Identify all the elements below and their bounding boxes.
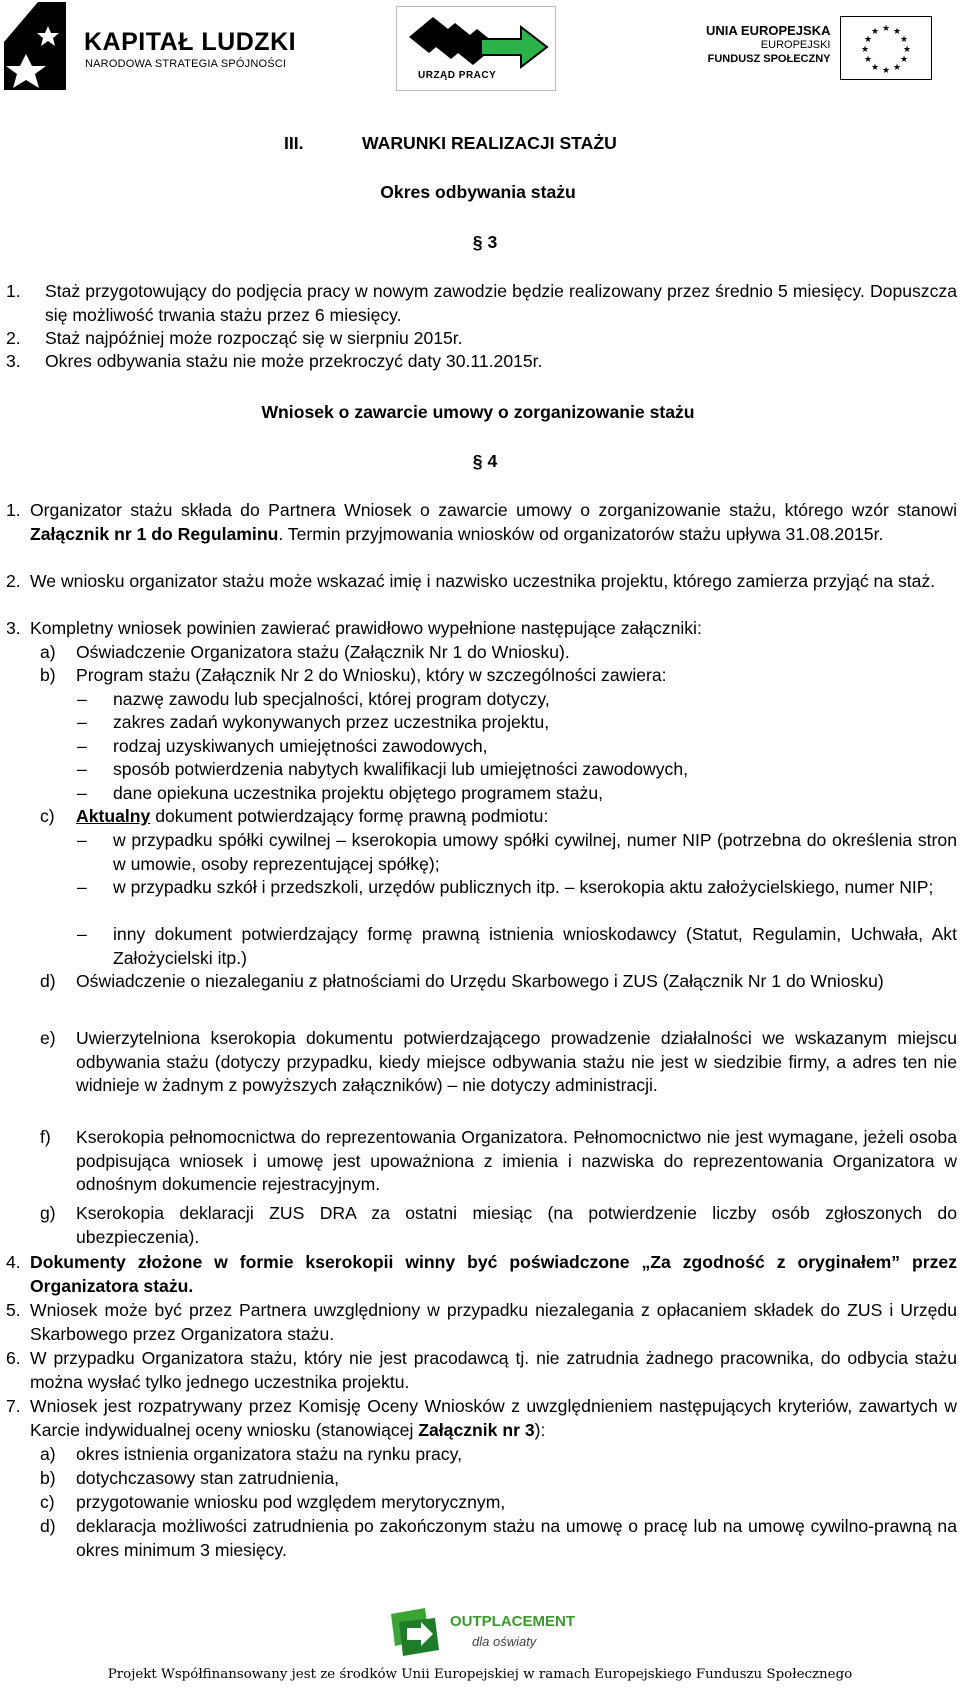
urzad-pracy-label: URZĄD PRACY xyxy=(418,70,497,81)
section-numeral: III. xyxy=(284,133,304,153)
svg-text:★: ★ xyxy=(863,35,873,45)
subheading-wniosek: Wniosek o zawarcie umowy o zorganizowanie stażu xyxy=(261,402,695,422)
svg-text:★: ★ xyxy=(860,45,870,55)
svg-text:★: ★ xyxy=(881,66,891,76)
svg-text:★: ★ xyxy=(899,55,909,65)
eu-european-label: EUROPEJSKI xyxy=(760,39,831,51)
svg-text:★: ★ xyxy=(881,24,891,34)
svg-text:★: ★ xyxy=(902,45,912,55)
outplacement-logo-icon xyxy=(385,1608,445,1656)
kapital-ludzki-subtitle: NARODOWA STRATEGIA SPÓJNOŚCI xyxy=(85,58,287,70)
svg-text:★: ★ xyxy=(899,35,909,45)
current-emphasis: Aktualny xyxy=(76,806,151,826)
svg-text:★: ★ xyxy=(870,27,880,37)
outplacement-subtitle: dla oświaty xyxy=(472,1634,537,1649)
footer-cofinancing-note: Projekt Współfinansowany jest ze środków Unii Europejskiej w ramach Europejskiego Funduszu Społecznego xyxy=(107,1667,853,1682)
section-title: WARUNKI REALIZACJI STAŻU xyxy=(362,133,617,153)
kapital-ludzki-title: KAPITAŁ LUDZKI xyxy=(84,28,297,56)
eu-union-label: UNIA EUROPEJSKA xyxy=(706,23,831,38)
svg-text:★: ★ xyxy=(892,27,902,37)
eu-fund-label: FUNDUSZ SPOŁECZNY xyxy=(707,53,831,65)
attachment-reference: Załącznik nr 1 do Regulaminu xyxy=(30,523,279,544)
svg-text:★: ★ xyxy=(892,63,902,73)
eu-flag-icon xyxy=(840,16,932,80)
page-header xyxy=(0,0,960,100)
eu-text-block xyxy=(706,24,830,66)
attachment-reference: Załącznik nr 3 xyxy=(418,1419,535,1440)
svg-text:★: ★ xyxy=(870,63,880,73)
kapital-ludzki-logo-icon xyxy=(4,2,66,90)
outplacement-title: OUTPLACEMENT xyxy=(450,1613,575,1630)
subheading-okres: Okres odbywania stażu xyxy=(380,182,576,202)
paragraph-mark-3: § 3 xyxy=(472,232,498,252)
svg-text:★: ★ xyxy=(863,55,873,65)
paragraph-mark-4: § 4 xyxy=(472,451,498,471)
